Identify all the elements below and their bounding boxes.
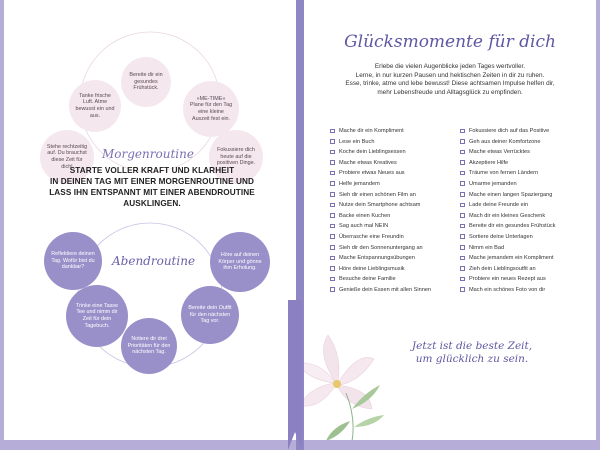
checkbox-icon[interactable]: [330, 277, 335, 282]
checklist-item: [460, 137, 590, 148]
checklist-item-label: Genieße dein Essen mit allen Sinnen: [339, 286, 432, 293]
morning-bubble-fresh-air: Tanke frische Luft. Atme bewusst ein und aus.: [69, 80, 121, 132]
checkbox-icon[interactable]: [460, 287, 465, 292]
checklist-item-label: Nutze dein Smartphone achtsam: [339, 202, 421, 209]
checklist-item-label: Helfe jemandem: [339, 180, 380, 187]
checklist-item: [460, 274, 590, 285]
checkbox-icon[interactable]: [330, 150, 335, 155]
checkbox-icon[interactable]: [460, 160, 465, 165]
checkbox-icon[interactable]: [460, 129, 465, 134]
checklist-item: [460, 232, 590, 243]
checkbox-icon[interactable]: [460, 266, 465, 271]
checklist-item: [330, 221, 460, 232]
checkbox-icon[interactable]: [330, 192, 335, 197]
checklist-item-label: Nimm ein Bad: [469, 244, 505, 251]
happiness-title: Glücksmomente für dich: [344, 32, 556, 52]
intro-line-4: mehr Lebensfreude und Alltagsglück zu empfinden.: [377, 88, 523, 96]
checklist-item: [330, 211, 460, 222]
checkbox-icon[interactable]: [330, 129, 335, 134]
bookmark-ribbon: [288, 300, 302, 450]
checkbox-icon[interactable]: [460, 277, 465, 282]
checklist-item-label: Sag auch mal NEIN: [339, 223, 389, 230]
checklist-item-label: Lade deine Freunde ein: [469, 202, 529, 209]
morning-bubble-breakfast: Bereite dir ein gesundes Frühstück.: [121, 57, 171, 107]
checklist-right: [460, 126, 590, 296]
checklist-item: [330, 179, 460, 190]
headline-line-2: IN DEINEN TAG MIT EINER MORGENROUTINE UND: [49, 177, 255, 186]
checklist-item: [460, 243, 590, 254]
checkbox-icon[interactable]: [460, 256, 465, 261]
checkbox-icon[interactable]: [330, 245, 335, 250]
checklist-item-label: Mache einen langen Spaziergang: [469, 191, 553, 198]
checkbox-icon[interactable]: [460, 234, 465, 239]
intro-text: [318, 63, 582, 97]
checkbox-icon[interactable]: [460, 139, 465, 144]
checklist-item: [330, 264, 460, 275]
checklist-item-label: Bereite dir ein gesundes Frühstück: [469, 223, 556, 230]
checklist-item-label: Backe einen Kuchen: [339, 212, 391, 219]
morning-bubble-wake-up: Stehe rechtzeitig auf. Du brauchst diese Zeit für dich!: [40, 130, 94, 184]
intro-line-3: Esse, trinke, atme und lebe bewusst! Diese achtsamen Impulse helfen dir,: [345, 80, 555, 88]
checklist-item: [330, 168, 460, 179]
checklist-item-label: Mach ein schönes Foto von dir: [469, 286, 546, 293]
checklist-item-label: Fokussiere dich auf das Positive: [469, 128, 550, 134]
checklist-item: [330, 200, 460, 211]
checklist-item: [330, 126, 460, 137]
checklist-item: [460, 221, 590, 232]
checkbox-icon[interactable]: [330, 224, 335, 229]
checklist-item-label: Geh aus deiner Komfortzone: [469, 138, 541, 145]
evening-bubble-tea: Trinke eine Tasse Tee und nimm dir Zeit für dein Tagebuch.: [66, 285, 128, 347]
checkbox-icon[interactable]: [460, 213, 465, 218]
checklist-item: [460, 126, 590, 137]
checklist-item-label: Mache Entspannungsübungen: [339, 255, 415, 262]
checklist-item-label: Träume von fernen Ländern: [469, 170, 539, 177]
checklist-item-label: Umarme jemanden: [469, 180, 517, 187]
checklist-item: [330, 274, 460, 285]
checklist-item: [330, 253, 460, 264]
checklist-item-label: Mache dir ein Kompliment: [339, 128, 404, 134]
checklist-item-label: Mach dir ein kleines Geschenk: [469, 212, 546, 219]
checklist-item-label: Probiere ein neues Rezept aus: [469, 276, 546, 283]
checklist-item: [460, 168, 590, 179]
checklist-item: [460, 200, 590, 211]
checkbox-icon[interactable]: [460, 171, 465, 176]
checklist-item: [330, 243, 460, 254]
happiness-quote: [372, 340, 572, 366]
routine-headline: [22, 165, 282, 209]
checklist-item: [330, 190, 460, 201]
checkbox-icon[interactable]: [460, 224, 465, 229]
morning-routine-title: Morgenroutine: [102, 147, 194, 161]
checklist-item-label: Probiere etwas Neues aus: [339, 170, 405, 177]
checklist-item: [330, 137, 460, 148]
headline-line-1: STARTE VOLLER KRAFT UND KLARHEIT: [69, 166, 235, 175]
checklist-item: [460, 147, 590, 158]
quote-line-1: Jetzt ist die beste Zeit,: [411, 340, 533, 352]
checkbox-icon[interactable]: [330, 139, 335, 144]
evening-bubble-outfit: Bereite dein Outfit für den nächsten Tag vor.: [181, 286, 239, 344]
checkbox-icon[interactable]: [330, 181, 335, 186]
left-page: [4, 0, 296, 440]
checkbox-icon[interactable]: [460, 150, 465, 155]
evening-bubble-rest: Höre auf deinen Körper und gönne ihm Erholung.: [210, 232, 270, 292]
intro-line-1: Erlebe die vielen Augenblicke jeden Tages wertvoller.: [374, 63, 526, 70]
checklist-item-label: Höre deine Lieblingsmusik: [339, 265, 405, 272]
checkbox-icon[interactable]: [330, 234, 335, 239]
checkbox-icon[interactable]: [330, 287, 335, 292]
checklist-item-label: Zieh dein Lieblingsoutfit an: [469, 265, 536, 272]
checklist-item-label: Besuche deine Familie: [339, 276, 396, 283]
morning-bubble-positive: Fokussiere dich heute auf die positiven Dinge.: [209, 130, 263, 184]
checkbox-icon[interactable]: [460, 181, 465, 186]
checkbox-icon[interactable]: [330, 171, 335, 176]
checkbox-icon[interactable]: [460, 203, 465, 208]
checklist-item-label: Koche dein Lieblingsessen: [339, 149, 406, 156]
checkbox-icon[interactable]: [460, 245, 465, 250]
checklist-item-label: Überrasche eine Freundin: [339, 233, 404, 240]
checklist-item-label: Mache jemandem ein Kompliment: [469, 255, 554, 262]
evening-routine-title: Abendroutine: [112, 254, 196, 268]
checkbox-icon[interactable]: [330, 203, 335, 208]
checklist-item-label: Akzeptiere Hilfe: [469, 159, 509, 166]
checklist-item: [460, 211, 590, 222]
evening-bubble-priorities: Notiere dir drei Prioritäten für den nächsten Tag.: [121, 318, 177, 374]
checkbox-icon[interactable]: [460, 192, 465, 197]
checklist-item: [460, 253, 590, 264]
checkbox-icon[interactable]: [330, 213, 335, 218]
checklist-item-label: Lese ein Buch: [339, 138, 375, 145]
checklist-item: [330, 147, 460, 158]
quote-line-2: um glücklich zu sein.: [415, 353, 529, 365]
right-page: [304, 0, 596, 440]
checklist-item-label: Sieh dir den Sonnenuntergang an: [339, 244, 423, 251]
evening-bubble-reflect: Reflektiere deinen Tag. Wofür bist du dankbar?: [44, 232, 102, 290]
checklist-item: [460, 264, 590, 275]
checkbox-icon[interactable]: [330, 266, 335, 271]
checklist-item: [460, 190, 590, 201]
checklist-item: [460, 179, 590, 190]
checklist-item-label: Sortiere deine Unterlagen: [469, 233, 533, 240]
checklist-item-label: Sieh dir einen schönen Film an: [339, 191, 416, 198]
intro-line-2: Lerne, in nur kurzen Pausen und hektischen Zeiten in dir zu ruhen.: [355, 71, 545, 79]
checkbox-icon[interactable]: [330, 160, 335, 165]
checklist-item-label: Mache etwas Verrücktes: [469, 149, 530, 156]
morning-bubble-me-time: »ME-TIME« Plane für den Tag eine kleine Auszeit fest ein.: [183, 81, 239, 137]
headline-line-3: LASS IHN ENTSPANNT MIT EINER ABENDROUTINE AUSKLINGEN.: [49, 188, 255, 208]
checklist-item: [460, 158, 590, 169]
checklist-item: [330, 285, 460, 296]
checklist-item: [330, 232, 460, 243]
checklist-item: [330, 158, 460, 169]
checkbox-icon[interactable]: [330, 256, 335, 261]
checklist-item: [460, 285, 590, 296]
checklist-left: [330, 126, 460, 296]
checklist-item-label: Mache etwas Kreatives: [339, 159, 397, 166]
